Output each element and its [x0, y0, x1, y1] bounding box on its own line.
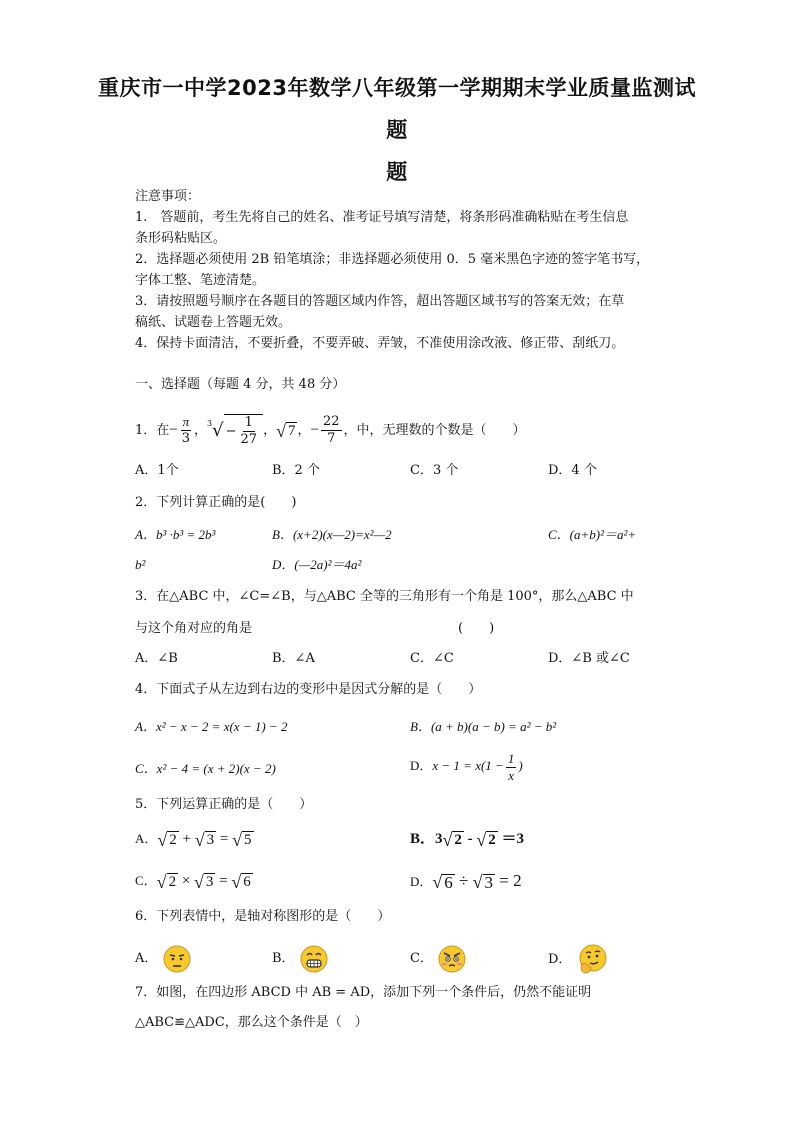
question-6-stem: 6．下列表情中，是轴对称图形的是（ ） — [135, 909, 391, 924]
notice-line-1: 1. 答题前，考生先将自己的姓名、准考证号填写清楚，将条形码准确粘贴在考生信息 — [135, 210, 629, 225]
question-1-stem: 1．在− $\frac{\pi}{3}$ ，$^3$ √ − $\frac{1}{27}$ ， √ 7 ，− $\frac{22}{7}$ ，中，无理数的个数是（ ） — [135, 414, 526, 447]
q5-option-c[interactable]: C． √ 2 × √ 3 = √ 6 — [135, 871, 251, 892]
q1-sqrt-7: √ 7 — [276, 420, 296, 441]
q3-option-a[interactable]: A．∠B — [135, 651, 178, 666]
notice-line-5: 3．请按照题号顺序在各题目的答题区域内作答，超出答题区域书写的答案无效；在草 — [135, 294, 625, 309]
q1-option-d[interactable]: D．4 个 — [548, 463, 597, 478]
question-4-stem: 4．下面式子从左边到右边的变形中是因式分解的是（ ） — [135, 682, 482, 697]
q1-frac-pi-3: $\frac{\pi}{3}$ — [181, 414, 191, 446]
exam-title-line1: 重庆市一中学2023年数学八年级第一学期期末学业质量监测试 — [98, 76, 696, 100]
notice-line-3: 2．选择题必须使用 2B 铅笔填涂；非选择题必须使用 0．5 毫米黑色字迹的签字笔书写， — [135, 252, 650, 267]
question-7-line2: △ABC≌△ADC，那么这个条件是（ ） — [135, 1015, 368, 1030]
q3-option-c[interactable]: C．∠C — [410, 651, 454, 666]
notice-line-4: 字体工整、笔迹清楚。 — [135, 273, 266, 288]
q4-option-c[interactable]: C．x² − 4 = (x + 2)(x − 2) — [135, 761, 276, 776]
q4-option-d[interactable]: D．x − 1 = x(1 − $\frac{1}{x}$ ) — [410, 750, 523, 783]
angry-face-icon — [437, 944, 467, 974]
q1-suffix: ，中，无理数的个数是（ ） — [343, 423, 526, 438]
q6-option-d[interactable]: D． — [548, 944, 608, 976]
notice-line-7: 4．保持卡面清洁，不要折叠，不要弄破、弄皱，不准使用涂改液、修正带、刮纸刀。 — [135, 336, 625, 351]
question-3-line2: 与这个角对应的角是 — [135, 621, 253, 636]
grinning-face-icon — [299, 944, 329, 974]
q1-option-b[interactable]: B．2 个 — [272, 463, 320, 478]
q1-frac-22-7: $\frac{22}{7}$ — [322, 414, 340, 446]
question-3-paren: ( ) — [458, 621, 495, 636]
q6-option-a[interactable]: A． — [135, 944, 192, 974]
question-5-stem: 5．下列运算正确的是（ ） — [135, 797, 313, 812]
q2-option-a[interactable]: A．b³ ·b³ = 2b³ — [135, 527, 216, 542]
q1-option-c[interactable]: C．3 个 — [410, 463, 459, 478]
q1-cube-index: 3 — [207, 419, 213, 428]
q3-option-b[interactable]: B．∠A — [272, 651, 315, 666]
q4-option-a[interactable]: A．x² − x − 2 = x(x − 1) − 2 — [135, 719, 288, 734]
q6-option-c[interactable]: C． — [410, 944, 467, 974]
q1-cube-root: √ − $\frac{1}{27}$ — [212, 414, 263, 448]
q4-option-b[interactable]: B．(a + b)(a − b) = a² − b² — [410, 719, 557, 734]
q6-option-b[interactable]: B． — [272, 944, 329, 974]
section-heading: 一、选择题（每题 4 分，共 48 分） — [135, 377, 346, 392]
notice-line-6: 稿纸、试题卷上答题无效。 — [135, 315, 292, 330]
exam-title-line2: 题 — [386, 118, 408, 142]
q2-option-c-continued: b² — [135, 557, 146, 572]
q5-option-a[interactable]: A． √ 2 + √ 3 = √ 5 — [135, 829, 252, 850]
q5-option-b[interactable]: B．3 √ 2 - √ 2 ＝3 — [410, 829, 525, 850]
thinking-face-icon — [576, 944, 608, 976]
notice-line-2: 条形码粘贴区。 — [135, 231, 227, 246]
q3-option-d[interactable]: D．∠B 或∠C — [548, 651, 630, 666]
question-7-line1: 7．如图，在四边形 ABCD 中 AB = AD，添加下列一个条件后，仍然不能证明 — [135, 985, 592, 1000]
notice-heading: 注意事项： — [135, 189, 201, 204]
q1-prefix: 1．在 — [135, 423, 170, 438]
question-2-stem: 2．下列计算正确的是( ) — [135, 495, 297, 510]
q2-option-c[interactable]: C．(a+b)²＝a²+ — [548, 527, 637, 542]
exam-title-line3: 题 — [386, 160, 408, 184]
q1-option-a[interactable]: A．1个 — [135, 463, 179, 478]
question-3-line1: 3．在△ABC 中，∠C=∠B，与△ABC 全等的三角形有一个角是 100°，那么△ABC 中 — [135, 589, 634, 604]
q2-option-d[interactable]: D．(—2a)²＝4a² — [272, 557, 362, 572]
q5-option-d[interactable]: D． √ 6 ÷ √ 3 = 2 — [410, 871, 522, 893]
squinting-face-icon — [162, 944, 192, 974]
q2-option-b[interactable]: B．(x+2)(x—2)=x²—2 — [272, 527, 392, 542]
